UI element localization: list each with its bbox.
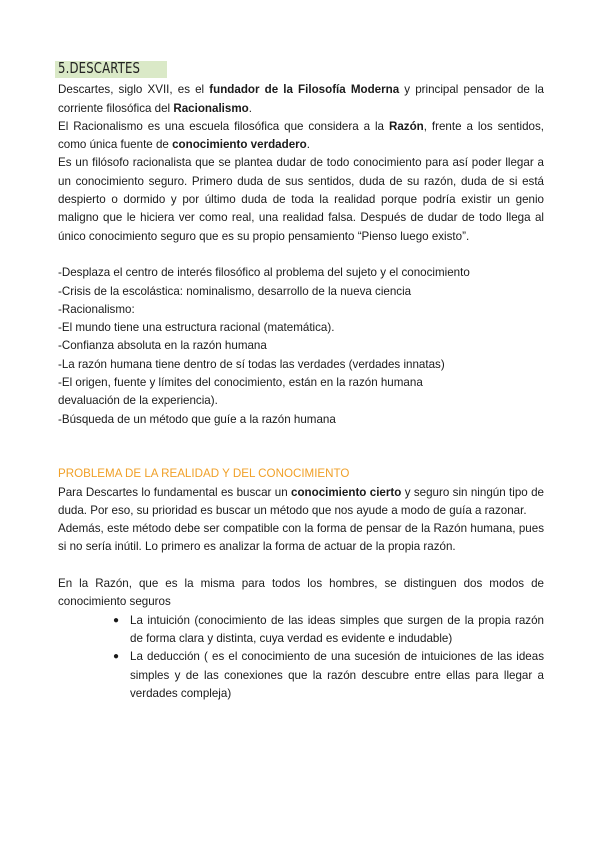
list-item: -Crisis de la escolástica: nominalismo, desarrollo de la nueva ciencia <box>58 284 412 298</box>
bold-text: Racionalismo <box>173 101 249 115</box>
bullet-icon: ● <box>113 614 120 626</box>
bold-text: conocimiento cierto <box>291 485 402 499</box>
bullet-text: La intuición (conocimiento de las ideas simples que surgen de la propia razón de forma clara y distinta, cuya verdad es evidente e indudable) <box>130 613 544 645</box>
text-span: y principal pensador de la corriente filosófica del <box>58 83 544 115</box>
document-page <box>58 58 544 703</box>
list-item: devaluación de la experiencia). <box>58 394 218 408</box>
list-item: -El origen, fuente y límites del conocimiento, están en la razón humana <box>58 376 423 390</box>
bullet-item <box>58 612 544 649</box>
list-item: -Confianza absoluta en la razón humana <box>58 339 267 353</box>
text-span: El Racionalismo es una escuela filosófica que considera a la <box>58 119 389 133</box>
document-title: 5.DESCARTES <box>58 59 141 77</box>
text-span: , frente a los sentidos, como única fuente de <box>58 119 544 152</box>
bullet-icon: ● <box>113 651 120 663</box>
text-span: . <box>248 101 252 115</box>
intro-paragraph-3: Es un filósofo racionalista que se plantea dudar de todo conocimiento para así poder llegar a un conocimiento seguro. Primero duda de sus sentidos, duda de su razón, duda de si está despierto o dormido y por último duda de toda la realidad porque podría existir un genio maligno que le hiciera ver como real, una realidad falsa. Después de dudar de todo llega al único conocimiento seguro que es su propio pensamiento “Pienso luego existo”. <box>58 156 544 243</box>
text-span: Para Descartes lo fundamental es buscar un <box>58 485 292 499</box>
list-item: -El mundo tiene una estructura racional (matemática). <box>58 321 335 335</box>
text-span: Descartes, siglo XVII, es el <box>58 83 210 97</box>
list-item: -Desplaza el centro de interés filosófico al problema del sujeto y el conocimiento <box>58 266 470 280</box>
intro-paragraph-1 <box>58 81 544 118</box>
bullet-item <box>58 648 544 703</box>
characteristics-list <box>58 264 544 429</box>
text-span: . <box>306 138 310 152</box>
list-item: -Racionalismo: <box>58 302 135 316</box>
list-item: -La razón humana tiene dentro de sí todas las verdades (verdades innatas) <box>58 357 445 371</box>
bold-text: Razón <box>388 119 424 133</box>
text-span: y seguro sin ningún tipo de duda. Por eso, su prioridad es buscar un método que nos ayude a modo de guía a razonar. <box>58 485 544 517</box>
section-paragraph-3: En la Razón, que es la misma para todos los hombres, se distinguen dos modos de conocimiento seguros <box>58 577 544 609</box>
list-item: -Búsqueda de un método que guíe a la razón humana <box>58 412 336 426</box>
title-block <box>58 58 163 79</box>
intro-paragraph-2 <box>58 118 544 155</box>
bold-text: conocimiento verdadero <box>172 138 307 152</box>
bullet-text: La deducción ( es el conocimiento de una sucesión de intuiciones de las ideas simples y de las conexiones que la razón descubre entre ellas para llegar a verdades compleja) <box>130 650 544 700</box>
section-paragraph-1 <box>58 484 544 521</box>
section-heading: PROBLEMA DE LA REALIDAD Y DEL CONOCIMIENTO <box>58 467 350 481</box>
section-paragraph-2: Además, este método debe ser compatible con la forma de pensar de la Razón humana, pues si no sería inútil. Lo primero es analizar la forma de actuar de la propia razón. <box>58 522 544 554</box>
bold-text: fundador de la Filosofía Moderna <box>209 83 400 97</box>
bullet-list <box>58 612 544 703</box>
